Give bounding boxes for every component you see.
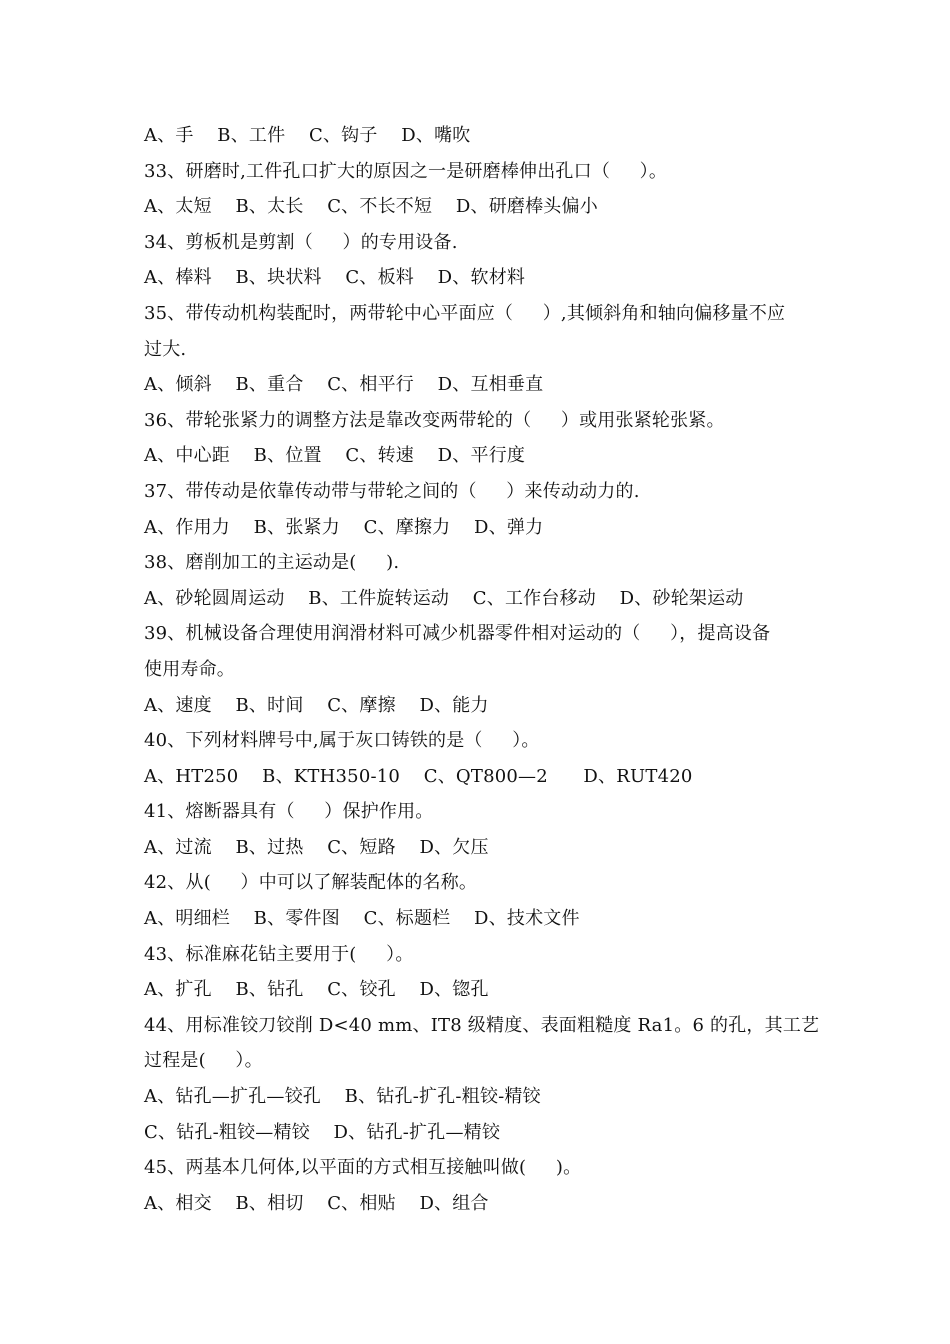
question-40: 40、下列材料牌号中,属于灰口铸铁的是（ ）。 — [144, 730, 540, 752]
answer-options-44-c-d: C、钻孔-粗铰—精铰 D、钻孔-扩孔—精铰 — [144, 1121, 501, 1143]
answer-options-35: A、倾斜 B、重合 C、相平行 D、互相垂直 — [144, 374, 544, 396]
question-42: 42、从( ）中可以了解装配体的名称。 — [144, 872, 478, 894]
question-list — [144, 118, 820, 1221]
question-35: 35、带传动机构装配时，两带轮中心平面应（ ）,其倾斜角和轴向偏移量不应 — [144, 302, 786, 324]
answer-options-43: A、扩孔 B、钻孔 C、铰孔 D、锪孔 — [144, 979, 489, 1001]
answer-options-32: A、手 B、工件 C、钩子 D、嘴吹 — [144, 125, 471, 146]
answer-options-37: A、作用力 B、张紧力 C、摩擦力 D、弹力 — [144, 516, 544, 538]
answer-options-41: A、过流 B、过热 C、短路 D、欠压 — [144, 836, 489, 858]
answer-options-36: A、中心距 B、位置 C、转速 D、平行度 — [144, 445, 526, 467]
answer-options-44-a-b: A、钻孔—扩孔—铰孔 B、钻孔-扩孔-粗铰-精铰 — [144, 1086, 541, 1108]
answer-options-40: A、HT250 B、KTH350-10 C、QT800—2 D、RUT420 — [144, 765, 693, 787]
question-45: 45、两基本几何体,以平面的方式相互接触叫做( )。 — [144, 1157, 582, 1179]
answer-options-33: A、太短 B、太长 C、不长不短 D、研磨棒头偏小 — [144, 196, 598, 218]
answer-options-39: A、速度 B、时间 C、摩擦 D、能力 — [144, 694, 489, 716]
question-37: 37、带传动是依靠传动带与带轮之间的（ ）来传动动力的. — [144, 480, 640, 502]
question-44-continued: 过程是( ）。 — [144, 1050, 263, 1072]
answer-options-42: A、明细栏 B、零件图 C、标题栏 D、技术文件 — [144, 908, 580, 930]
question-43: 43、标准麻花钻主要用于( ）。 — [144, 943, 414, 965]
question-39: 39、机械设备合理使用润滑材料可减少机器零件相对运动的（ ），提高设备 — [144, 623, 771, 645]
question-34: 34、剪板机是剪割（ ）的专用设备. — [144, 231, 458, 253]
question-39-continued: 使用寿命。 — [144, 658, 235, 680]
question-36: 36、带轮张紧力的调整方法是靠改变两带轮的（ ）或用张紧轮张紧。 — [144, 409, 725, 431]
question-41: 41、熔断器具有（ ）保护作用。 — [144, 801, 434, 823]
answer-options-34: A、棒料 B、块状料 C、板料 D、软材料 — [144, 267, 526, 289]
question-35-continued: 过大. — [144, 338, 187, 360]
question-44: 44、用标准铰刀铰削 D<40 mm、IT8 级精度、表面粗糙度 Ra1。6 的孔，其工艺 — [144, 1014, 820, 1036]
answer-options-45: A、相交 B、相切 C、相贴 D、组合 — [144, 1192, 489, 1214]
question-33: 33、研磨时,工件孔口扩大的原因之一是研磨棒伸出孔口（ ）。 — [144, 160, 668, 182]
answer-options-38: A、砂轮圆周运动 B、工件旋转运动 C、工作台移动 D、砂轮架运动 — [144, 587, 744, 609]
question-38: 38、磨削加工的主运动是( ). — [144, 552, 400, 574]
